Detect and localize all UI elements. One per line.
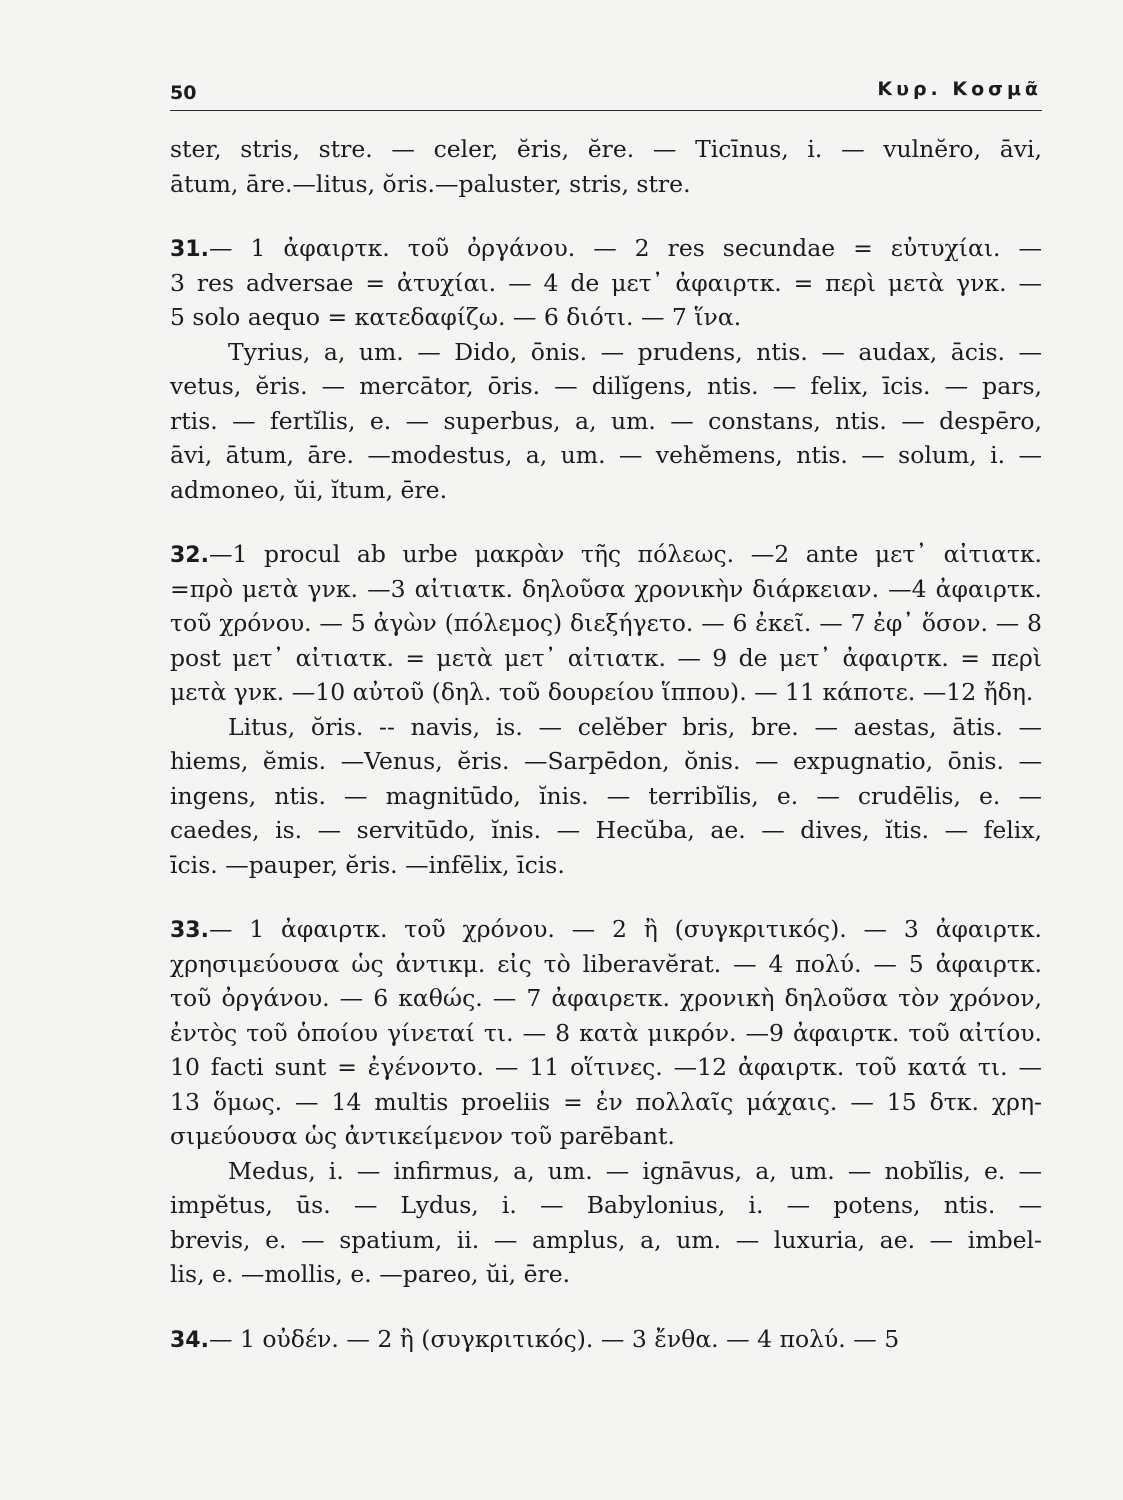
text-line xyxy=(170,606,1042,641)
vocabulary-paragraph xyxy=(170,1154,1042,1292)
text-line xyxy=(170,1257,1042,1292)
paragraph-gap xyxy=(170,201,1042,231)
text-line xyxy=(170,912,1042,947)
text-line xyxy=(170,572,1042,607)
paragraph-gap xyxy=(170,882,1042,912)
text-line xyxy=(170,335,1042,370)
text-line xyxy=(170,1016,1042,1051)
line-text: — 1 ἀφαιρτκ. τοῦ χρόνου. — 2 ἢ (συγκριτικός). — 3 ἀφαιρτκ. xyxy=(208,915,1042,943)
text-line xyxy=(170,1223,1042,1258)
line-text: — 1 οὐδέν. — 2 ἢ (συγκριτικός). — 3 ἔνθα. — 4 πολύ. — 5 xyxy=(208,1324,900,1353)
text-line xyxy=(170,813,1042,848)
line-text: —1 procul ab urbe μακρὰν τῆς πόλεως. —2 ante μετ᾽ αἰτιατκ. xyxy=(208,540,1042,568)
line-text: χρησιμεύουσα ὡς ἀντικμ. εἰς τὸ liberavĕrat. — 4 πολύ. — 5 ἀφαιρτκ. xyxy=(170,949,1042,978)
line-text: 3 res adversae = ἀτυχίαι. — 4 de μετ᾽ ἀφαιρτκ. = περὶ μετὰ γνκ. — xyxy=(170,268,1042,297)
text-line xyxy=(170,1154,1042,1189)
line-text: rtis. — fertĭlis, e. — superbus, a, um. — constans, ntis. — despēro, xyxy=(170,406,1042,435)
line-text: Medus, i. — infirmus, a, um. — ignāvus, a, um. — nobĭlis, e. — xyxy=(228,1156,1042,1185)
line-text: impĕtus, ūs. — Lydus, i. — Babylonius, i. — potens, ntis. — xyxy=(170,1191,1042,1219)
line-text: admoneo, ŭi, ĭtum, ēre. xyxy=(170,475,448,504)
text-line xyxy=(170,167,1042,202)
text-line xyxy=(170,473,1042,508)
text-line xyxy=(170,1188,1042,1223)
text-line xyxy=(170,369,1042,404)
line-text: caedes, is. — servitūdo, ĭnis. — Hecŭba, ae. — dives, ĭtis. — felix, xyxy=(170,816,1042,844)
exercise-number: 32. xyxy=(170,543,209,568)
vocabulary-paragraph xyxy=(170,132,1042,201)
text-line xyxy=(170,266,1042,301)
line-text: μετὰ γνκ. —10 αὐτοῦ (δηλ. τοῦ δουρείου ἵππου). — 11 κάποτε. —12 ἤδη. xyxy=(170,678,1034,706)
text-line xyxy=(170,1050,1042,1085)
line-text: τοῦ χρόνου. — 5 ἀγὼν (πόλεμος) διεξήγετο. — 6 ἐκεῖ. — 7 ἐφ᾽ ὅσον. — 8 xyxy=(170,609,1042,637)
exercise-34 xyxy=(170,1322,1042,1357)
exercise-number: 34. xyxy=(170,1327,209,1353)
vocabulary-paragraph xyxy=(170,710,1042,883)
text-line xyxy=(170,779,1042,814)
text-line xyxy=(170,1322,1042,1357)
line-text: hiems, ĕmis. —Venus, ĕris. —Sarpēdon, ŏnis. — expugnatio, ōnis. — xyxy=(170,747,1042,775)
line-text: āvi, ātum, āre. —modestus, a, um. — vehĕmens, ntis. — solum, i. — xyxy=(170,441,1042,469)
text-line xyxy=(170,438,1042,473)
text-line xyxy=(170,981,1042,1016)
paragraph-gap xyxy=(170,1292,1042,1322)
line-text: vetus, ĕris. — mercātor, ōris. — dilĭgens, ntis. — felix, īcis. — pars, xyxy=(170,372,1042,400)
text-line xyxy=(170,132,1042,167)
line-text: 5 solo aequo = κατεδαφίζω. — 6 διότι. — 7 ἵνα. xyxy=(170,303,742,331)
text-line xyxy=(170,231,1042,266)
text-line xyxy=(170,1085,1042,1120)
text-line xyxy=(170,1119,1042,1154)
exercise-number: 33. xyxy=(170,918,209,943)
line-text: post μετ᾽ αἰτιατκ. = μετὰ μετ᾽ αἰτιατκ. — 9 de μετ᾽ ἀφαιρτκ. = περὶ xyxy=(170,643,1042,672)
line-text: Litus, ŏris. -- navis, is. — celĕber bris, bre. — aestas, ātis. — xyxy=(228,712,1042,741)
line-text: Tyrius, a, um. — Dido, ōnis. — prudens, ntis. — audax, ācis. — xyxy=(228,337,1042,366)
line-text: lis, e. —mollis, e. —pareo, ŭi, ēre. xyxy=(170,1260,571,1288)
page-header xyxy=(170,74,1042,110)
line-text: ingens, ntis. — magnitūdo, ĭnis. — terribĭlis, e. — crudēlis, e. — xyxy=(170,781,1042,810)
text-line xyxy=(170,641,1042,676)
exercise-31 xyxy=(170,231,1042,335)
page-number: 50 xyxy=(170,82,197,104)
line-text: τοῦ ὀργάνου. — 6 καθώς. — 7 ἀφαιρετκ. χρονικὴ δηλοῦσα τὸν χρόνον, xyxy=(170,984,1042,1012)
line-text: ἐντὸς τοῦ ὁποίου γίνεταί τι. — 8 κατὰ μικρόν. —9 ἀφαιρτκ. τοῦ αἰτίου. xyxy=(170,1018,1042,1047)
text-line xyxy=(170,848,1042,883)
exercise-33 xyxy=(170,912,1042,1154)
exercise-32 xyxy=(170,537,1042,710)
line-text: 10 facti sunt = ἐγένοντο. — 11 οἵτινες. —12 ἀφαιρτκ. τοῦ κατά τι. — xyxy=(170,1053,1042,1081)
line-text: σιμεύουσα ὡς ἀντικείμενον τοῦ parēbant. xyxy=(170,1122,675,1150)
exercise-number: 31. xyxy=(170,237,209,262)
page-body xyxy=(170,132,1042,1356)
text-line xyxy=(170,710,1042,745)
text-line xyxy=(170,404,1042,439)
line-text: ster, stris, stre. — celer, ĕris, ĕre. — Ticīnus, i. — vulnĕro, āvi, xyxy=(170,135,1042,163)
text-line xyxy=(170,537,1042,572)
text-line xyxy=(170,675,1042,710)
line-text: — 1 ἀφαιρτκ. τοῦ ὀργάνου. — 2 res secundae = εὐτυχίαι. — xyxy=(208,234,1042,262)
running-head: Κυρ. Κοσμᾶ xyxy=(877,78,1042,100)
line-text: īcis. —pauper, ĕris. —infēlix, īcis. xyxy=(170,850,565,879)
line-text: =πρὸ μετὰ γνκ. —3 αἰτιατκ. δηλοῦσα χρονικὴν διάρκειαν. —4 ἀφαιρτκ. xyxy=(170,574,1042,603)
text-line xyxy=(170,300,1042,335)
header-rule xyxy=(170,110,1042,111)
paragraph-gap xyxy=(170,507,1042,537)
line-text: ātum, āre.—litus, ŏris.—paluster, stris, stre. xyxy=(170,169,691,198)
line-text: 13 ὅμως. — 14 multis proeliis = ἐν πολλαῖς μάχαις. — 15 δτκ. χρη- xyxy=(170,1087,1042,1116)
vocabulary-paragraph xyxy=(170,335,1042,508)
line-text: brevis, e. — spatium, ii. — amplus, a, um. — luxuria, ae. — imbel- xyxy=(170,1225,1042,1254)
text-line xyxy=(170,947,1042,982)
text-line xyxy=(170,744,1042,779)
